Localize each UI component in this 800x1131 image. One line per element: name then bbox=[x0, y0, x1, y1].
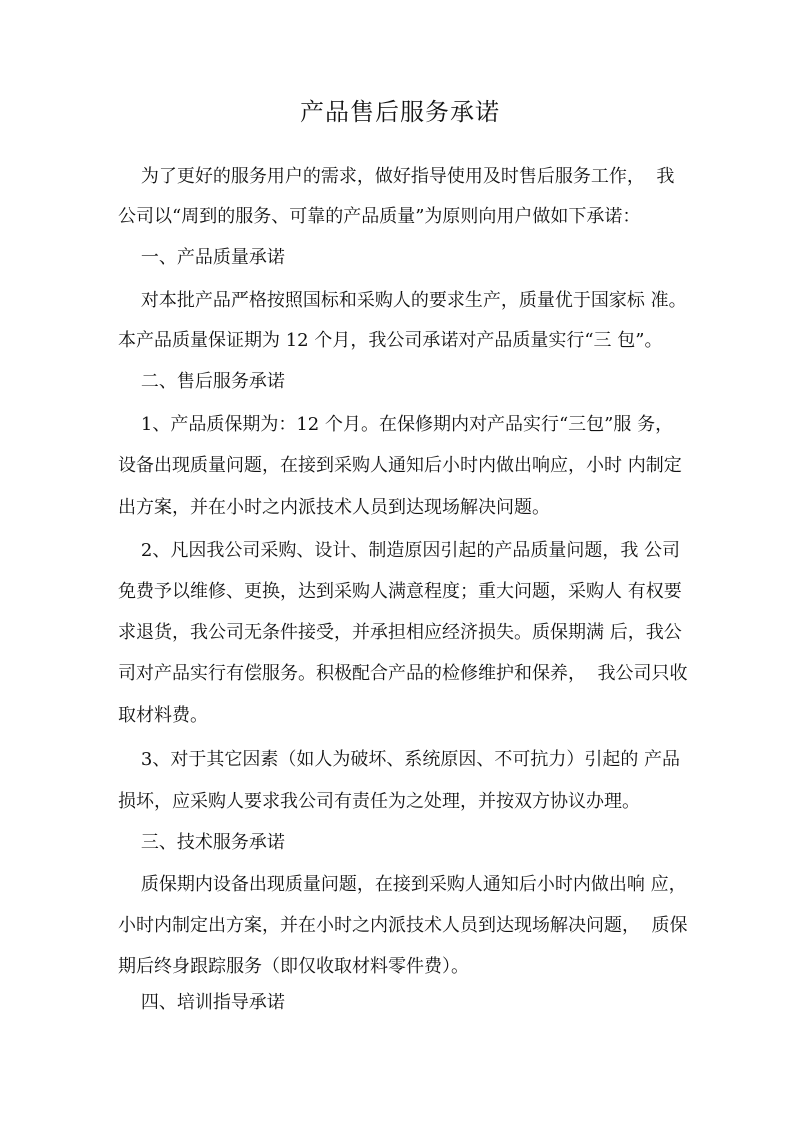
section-heading: 一、产品质量承诺 bbox=[118, 247, 285, 268]
text-line: 1、产品质保期为：12 个月。在保修期内对产品实行“三包”服 务， bbox=[118, 414, 674, 435]
text-line: 期后终身跟踪服务（即仅收取材料零件费）。 bbox=[118, 956, 469, 977]
section-heading: 二、售后服务承诺 bbox=[118, 371, 285, 392]
text-line: 3、对于其它因素（如人为破坏、系统原因、不可抗力）引起的 产品 bbox=[118, 749, 681, 770]
text-line: 求退货，我公司无条件接受，并承担相应经济损失。质保期满 后，我公 bbox=[118, 622, 682, 643]
text-line: 为了更好的服务用户的需求，做好指导使用及时售后服务工作， 我 bbox=[118, 166, 675, 187]
text-line: 小时内制定出方案，并在小时之内派技术人员到达现场解决问题， 质保 bbox=[118, 915, 688, 936]
text-line: 公司以“周到的服务、可靠的产品质量”为原则向用户做如下承诺： bbox=[118, 206, 641, 227]
text-line: 司对产品实行有偿服务。积极配合产品的检修维护和保养， 我公司只收 bbox=[118, 663, 688, 684]
text-line: 取材料费。 bbox=[118, 705, 208, 726]
text-line: 免费予以维修、更换，达到采购人满意程度；重大问题，采购人 有权要 bbox=[118, 581, 682, 602]
text-line: 质保期内设备出现质量问题，在接到采购人通知后小时内做出响 应， bbox=[118, 874, 687, 895]
text-line: 设备出现质量问题，在接到采购人通知后小时内做出响应，小时 内制定 bbox=[118, 455, 682, 476]
text-line: 出方案，并在小时之内派技术人员到达现场解决问题。 bbox=[118, 497, 550, 518]
text-line: 本产品质量保证期为 12 个月，我公司承诺对产品质量实行“三 包”。 bbox=[118, 330, 663, 351]
section-heading: 三、技术服务承诺 bbox=[118, 832, 285, 853]
section-heading: 四、培训指导承诺 bbox=[118, 992, 285, 1013]
document-title: 产品售后服务承诺 bbox=[300, 98, 500, 126]
text-line: 2、凡因我公司采购、设计、制造原因引起的产品质量问题，我 公司 bbox=[118, 540, 681, 561]
text-line: 对本批产品严格按照国标和采购人的要求生产，质量优于国家标 准。 bbox=[118, 290, 687, 311]
text-line: 损坏，应采购人要求我公司有责任为之处理，并按双方协议办理。 bbox=[118, 791, 640, 812]
